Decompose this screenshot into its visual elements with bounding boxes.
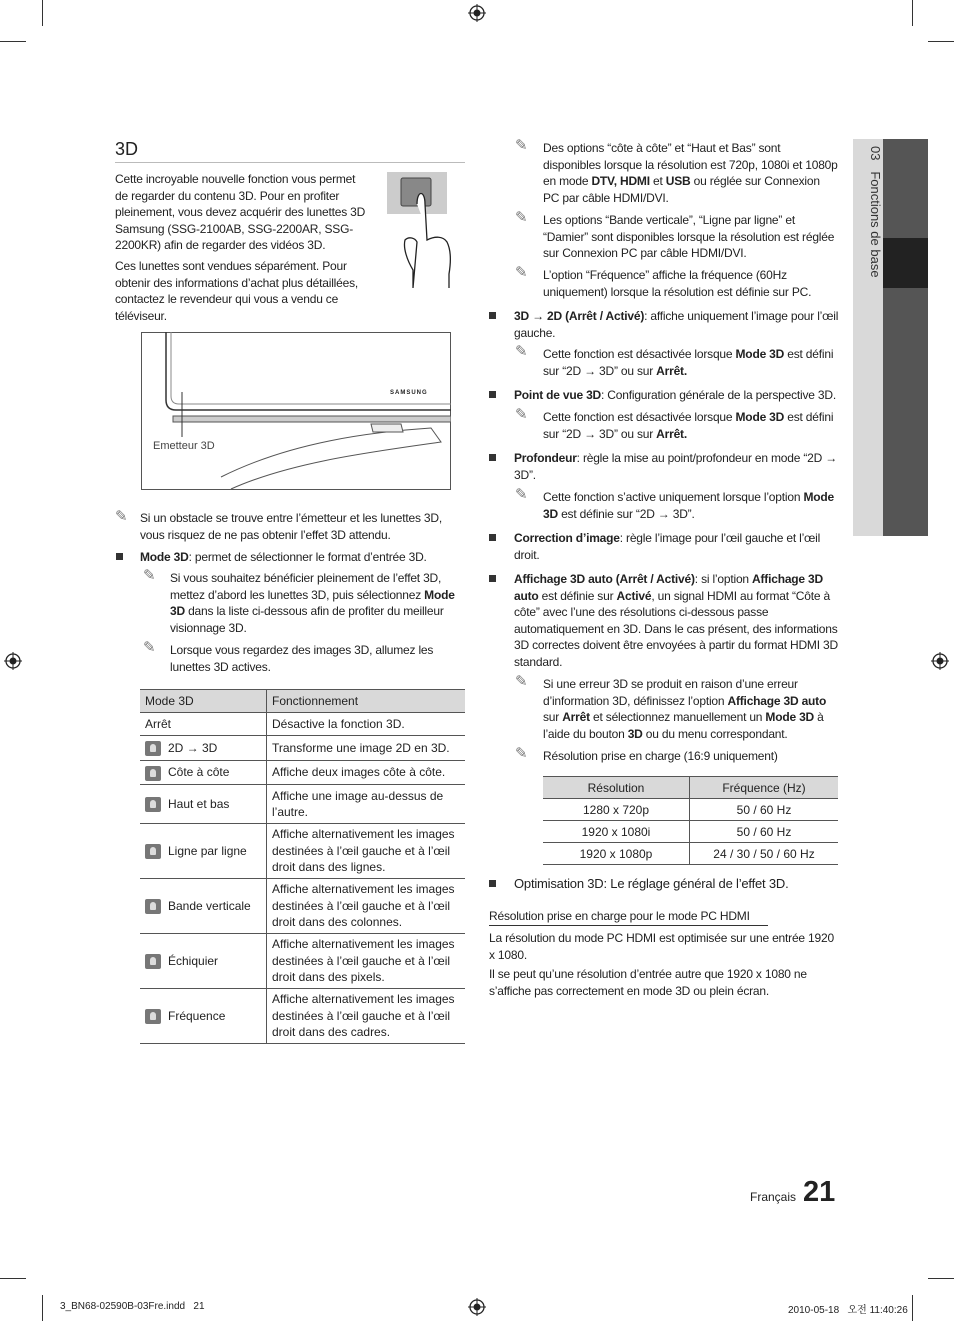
table-header: Fonctionnement xyxy=(267,690,466,713)
square-bullet-icon xyxy=(489,454,496,461)
intro-paragraph: Cette incroyable nouvelle fonction vous permet de regarder du contenu 3D. Pour en profiter pleinement, vous devez acquérir des lunettes 3D Samsung (SSG-2100AB, SSG-2200AR, SSG-2200KR) afin de regarder des vidéos 3D. xyxy=(115,172,366,252)
table-row xyxy=(140,989,465,1044)
table-header: Mode 3D xyxy=(140,690,267,713)
optimisation-item: Optimisation 3D: Le réglage général de l’effet 3D. xyxy=(514,876,789,891)
registration-mark-icon xyxy=(468,1298,486,1316)
section-title: 3D xyxy=(115,139,139,159)
mode-name: Haut et bas xyxy=(168,796,230,811)
mode-desc: Transforme une image 2D en 3D. xyxy=(272,740,450,755)
frequency-cell: 50 / 60 Hz xyxy=(690,821,839,843)
pencil-note-icon: ✎ xyxy=(115,508,128,525)
mode-desc: Affiche alternativement les images destinées à l’œil gauche et à l’œil droit dans des lignes. xyxy=(272,827,455,875)
tv-emitter-illustration xyxy=(141,332,451,490)
mode-desc: Affiche alternativement les images destinées à l’œil gauche et à l’œil droit dans des colonnes. xyxy=(272,882,455,930)
resolution-table xyxy=(543,776,838,865)
print-timestamp: 2010-05-18 오전 11:40:26 xyxy=(788,1305,908,1316)
table-row xyxy=(140,824,465,879)
chapter-tab-band xyxy=(883,139,928,536)
frequency-icon xyxy=(145,1009,161,1024)
disabled-note: Cette fonction est désactivée lorsque Mode 3D est défini sur “2D → 3D” ou sur Arrêt. xyxy=(543,347,834,378)
crop-mark xyxy=(912,1295,913,1321)
pencil-note-icon: ✎ xyxy=(143,567,156,584)
pencil-note-icon: ✎ xyxy=(515,209,528,226)
pencil-note-icon: ✎ xyxy=(515,264,528,281)
mode-name: Ligne par ligne xyxy=(168,843,247,858)
resolution-cell: 1280 x 720p xyxy=(543,799,690,821)
format-note: L’option “Fréquence” affiche la fréquence (60Hz uniquement) lorsque la résolution est définie sur PC. xyxy=(543,268,812,299)
table-row xyxy=(543,843,838,865)
top-bottom-icon xyxy=(145,797,161,812)
mode-name: 2D → 3D xyxy=(168,740,218,755)
viewpoint-item: Point de vue 3D: Configuration générale de la perspective 3D. xyxy=(514,388,836,402)
table-row xyxy=(140,736,465,761)
3d-button-hand-illustration xyxy=(387,170,467,290)
mode3d-table xyxy=(140,689,465,1044)
table-row xyxy=(140,713,465,736)
mode-desc: Affiche alternativement les images destinées à l’œil gauche et à l’œil droit dans des pixels. xyxy=(272,937,455,985)
file-info: 3_BN68-02590B-03Fre.indd 21 xyxy=(60,1301,205,1312)
pencil-note-icon: ✎ xyxy=(515,745,528,762)
pencil-note-icon: ✎ xyxy=(515,406,528,423)
mode-desc: Désactive la fonction 3D. xyxy=(272,716,405,731)
chapter-tab-marker xyxy=(883,238,928,288)
mode-desc: Affiche une image au-dessus de l’autre. xyxy=(272,788,444,819)
table-row xyxy=(140,785,465,824)
3d-to-2d-item: 3D → 2D (Arrêt / Activé): affiche uniquement l’image pour l’œil gauche. xyxy=(514,309,839,340)
language-label: Français xyxy=(750,1190,797,1204)
auto3d-note: Si une erreur 3D se produit en raison d’une erreur d’information 3D, définissez l’option Affichage 3D auto sur Arrêt et sélectionnez manuellement un Mode 3D à l’aide du bouton 3D ou du menu correspondant. xyxy=(543,677,827,741)
chapter-label: 03 Fonctions de base xyxy=(868,146,883,278)
crop-mark xyxy=(0,1278,26,1279)
table-row xyxy=(140,934,465,989)
format-note: Les options “Bande verticale”, “Ligne par ligne” et “Damier” sont disponibles lorsque la résolution est réglée sur Connexion PC par câble HDMI/DVI. xyxy=(543,213,835,260)
registration-mark-icon xyxy=(468,4,486,22)
crop-mark xyxy=(42,0,43,26)
disabled-note: Cette fonction est désactivée lorsque Mode 3D est défini sur “2D → 3D” ou sur Arrêt. xyxy=(543,410,834,441)
square-bullet-icon xyxy=(489,880,496,887)
2d-to-3d-icon xyxy=(145,741,161,756)
table-header: Résolution xyxy=(543,777,690,799)
mode-desc: Affiche alternativement les images destinées à l’œil gauche et à l’œil droit dans des cadres. xyxy=(272,992,455,1040)
obstacle-note: Si un obstacle se trouve entre l’émetteur et les lunettes 3D, vous risquez de ne pas obtenir l’effet 3D attendu. xyxy=(140,511,442,542)
intro-paragraph: Ces lunettes sont vendues séparément. Pour obtenir des informations d’achat plus détaillées, contactez le revendeur qui vous a vendu ce téléviseur. xyxy=(115,259,359,323)
registration-mark-icon xyxy=(4,652,22,670)
subsection-rule xyxy=(489,925,768,926)
subsection-paragraph: La résolution du mode PC HDMI est optimisée sur une entrée 1920 x 1080. xyxy=(489,931,834,962)
emitter-label: Emetteur 3D xyxy=(153,440,215,452)
pencil-note-icon: ✎ xyxy=(515,137,528,154)
title-rule xyxy=(115,162,465,163)
pencil-note-icon: ✎ xyxy=(143,639,156,656)
checker-board-icon xyxy=(145,954,161,969)
mode-name: Fréquence xyxy=(168,1008,226,1023)
auto3d-item: Affichage 3D auto (Arrêt / Activé): si l’option Affichage 3D auto est définie sur Activé, un signal HDMI au format “Côte à côte” avec l’une des résolutions ci-dessous passe automatiquement en 3D. Dans le cas présent, des informations 3D correctes doivent être envoyées à partir du format HDMI 3D standard. xyxy=(514,572,838,669)
table-header: Fréquence (Hz) xyxy=(690,777,839,799)
registration-mark-icon xyxy=(931,652,949,670)
frequency-cell: 50 / 60 Hz xyxy=(690,799,839,821)
line-by-line-icon xyxy=(145,844,161,859)
pencil-note-icon: ✎ xyxy=(515,343,528,360)
table-row xyxy=(140,761,465,785)
subsection-title: Résolution prise en charge pour le mode PC HDMI xyxy=(489,909,750,923)
crop-mark xyxy=(42,1295,43,1321)
mode-name: Échiquier xyxy=(168,953,219,968)
table-row xyxy=(543,821,838,843)
mode3d-note: Lorsque vous regardez des images 3D, allumez les lunettes 3D actives. xyxy=(170,643,434,674)
format-note: Des options “côte à côte” et “Haut et Bas” sont disponibles lorsque la résolution est 720p, 1080i et 1080p en mode DTV, HDMI et USB ou réglée sur Connexion PC par câble HDMI/DVI. xyxy=(543,141,838,205)
crop-mark xyxy=(928,41,954,42)
side-by-side-icon xyxy=(145,766,161,781)
depth-item: Profondeur: règle la mise au point/profondeur en mode “2D → 3D”. xyxy=(514,451,838,482)
table-row xyxy=(140,879,465,934)
tv-brand-logo: SAMSUNG xyxy=(390,390,428,396)
square-bullet-icon xyxy=(489,391,496,398)
crop-mark xyxy=(0,41,26,42)
pencil-note-icon: ✎ xyxy=(515,486,528,503)
square-bullet-icon xyxy=(489,312,496,319)
auto3d-note: Résolution prise en charge (16:9 uniquement) xyxy=(543,749,778,763)
crop-mark xyxy=(912,0,913,26)
subsection-paragraph: Il se peut qu’une résolution d’entrée autre que 1920 x 1080 ne s’affiche pas correctement en mode 3D ou plein écran. xyxy=(489,967,807,998)
vertical-stripe-icon xyxy=(145,899,161,914)
resolution-cell: 1920 x 1080i xyxy=(543,821,690,843)
square-bullet-icon xyxy=(489,534,496,541)
square-bullet-icon xyxy=(489,575,496,582)
mode3d-item: Mode 3D: permet de sélectionner le format d’entrée 3D. xyxy=(140,550,427,564)
pencil-note-icon: ✎ xyxy=(515,673,528,690)
mode-desc: Affiche deux images côte à côte. xyxy=(272,765,446,780)
mode-name: Côte à côte xyxy=(168,765,230,780)
mode-name: Bande verticale xyxy=(168,898,251,913)
page-number: 21 xyxy=(803,1176,836,1208)
table-row xyxy=(543,799,838,821)
square-bullet-icon xyxy=(116,553,123,560)
mode-name: Arrêt xyxy=(145,716,172,731)
mode3d-note: Si vous souhaitez bénéficier pleinement de l’effet 3D, mettez d’abord les lunettes 3D, puis sélectionnez Mode 3D dans la liste ci-dessous afin de profiter du meilleur visionnage 3D. xyxy=(170,571,455,635)
frequency-cell: 24 / 30 / 50 / 60 Hz xyxy=(690,843,839,865)
crop-mark xyxy=(928,1278,954,1279)
picture-correction-item: Correction d’image: règle l’image pour l’œil gauche et l’œil droit. xyxy=(514,531,821,562)
resolution-cell: 1920 x 1080p xyxy=(543,843,690,865)
depth-note: Cette fonction s’active uniquement lorsque l’option Mode 3D est définie sur “2D → 3D”. xyxy=(543,490,834,521)
